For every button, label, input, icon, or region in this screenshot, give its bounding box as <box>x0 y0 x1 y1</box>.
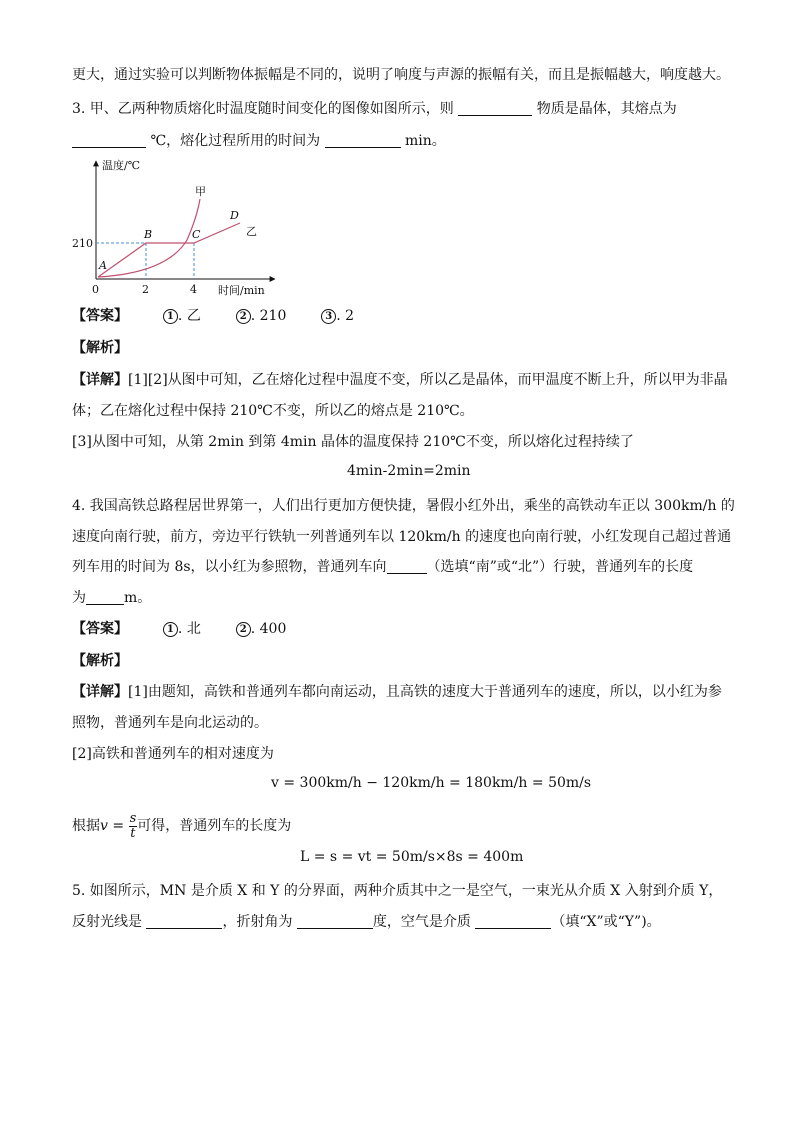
point-label-a: A <box>99 259 107 272</box>
point-label-c: C <box>192 228 201 241</box>
detail-text: 根据 <box>72 818 100 834</box>
x-axis-label: 时间/min <box>218 284 265 297</box>
question-4-line-2: 速度向南行驶，前方，旁边平行铁轨一列普通列车以 120km/h 的速度也向南行驶，小红发现自己超过普通 <box>72 529 732 545</box>
point-label-b: B <box>144 228 153 241</box>
circled-number: 1 <box>163 622 178 637</box>
x-tick-label: 0 <box>92 283 99 296</box>
variable: v <box>100 818 108 834</box>
question-text: 3. 甲、乙两种物质熔化时温度随时间变化的图像如图所示，则 <box>72 101 454 117</box>
x-tick-label: 4 <box>190 283 197 296</box>
formula: L = s = vt = 50m/s×8s = 400m <box>300 849 524 865</box>
question-text: 物质是晶体，其熔点为 <box>536 101 677 117</box>
point-label-d: D <box>230 209 239 222</box>
fraction-denominator: t <box>130 825 136 841</box>
formula: v = 300km/h − 120km/h = 180km/h = 50m/s <box>271 775 592 791</box>
detail-text: 可得，普通列车的长度为 <box>137 818 292 834</box>
question-text: m。 <box>124 590 152 606</box>
answer-blank <box>458 100 532 116</box>
y-axis-label: 温度/℃ <box>102 159 141 172</box>
question-text: ℃，熔化过程所用的时间为 <box>150 133 321 149</box>
question-text: 列车用的时间为 8s，以小红为参照物，普通列车向 <box>72 559 387 575</box>
answer-value: 乙 <box>186 308 201 324</box>
detail-line <box>72 682 722 702</box>
circled-number: 2 <box>236 309 251 324</box>
answer-blank <box>72 132 146 148</box>
question-text: min。 <box>405 133 446 149</box>
circled-number: 2 <box>236 622 251 637</box>
detail-line: [2]高铁和普通列车的相对速度为 <box>72 746 274 762</box>
analysis-tag: 【解析】 <box>72 340 128 356</box>
answer-value: 北 <box>186 621 201 637</box>
question-text: 为 <box>72 590 86 606</box>
curve-label-jia: 甲 <box>195 185 206 198</box>
detail-text: [1][2]从图中可知，乙在熔化过程中温度不变，所以乙是晶体，而甲温度不断上升，所以甲为非晶 <box>128 372 728 388</box>
curve-yi <box>98 223 240 277</box>
curve-label-yi: 乙 <box>246 225 257 238</box>
question-4-line-1: 4. 我国高铁总路程居世界第一，人们出行更加方便快捷，暑假小红外出，乘坐的高铁动车正以 300km/h 的 <box>72 498 735 514</box>
answer-row: 【答案】 1 . 乙 2 . 210 3 . 2 <box>72 308 355 324</box>
y-tick-label: 210 <box>72 237 93 250</box>
answer-blank <box>297 913 373 929</box>
equals-sign: = <box>107 818 129 834</box>
fraction-numerator: s <box>129 810 137 826</box>
detail-line <box>72 808 291 844</box>
answer-tag: 【答案】 <box>72 308 128 324</box>
question-text: （选填“南”或“北”）行驶，普通列车的长度 <box>426 559 694 575</box>
answer-blank <box>387 558 427 574</box>
question-text: ，折射角为 <box>222 914 293 930</box>
answer-value: 210 <box>259 308 287 324</box>
question-text: （填“X”或“Y”)。 <box>551 914 661 930</box>
answer-blank <box>86 589 124 605</box>
answer-blank <box>475 913 551 929</box>
text-line: 更大，通过实验可以判断物体振幅是不同的，说明了响度与声源的振幅有关，而且是振幅越大，响度越大。 <box>72 67 730 83</box>
question-5-line-2 <box>72 912 661 932</box>
detail-line: [3]从图中可知，从第 2min 到第 4min 晶体的温度保持 210℃不变，所以熔化过程持续了 <box>72 434 634 450</box>
formula: 4min-2min=2min <box>347 463 471 479</box>
detail-tag: 【详解】 <box>72 684 128 700</box>
answer-tag: 【答案】 <box>72 621 128 637</box>
answer-row: 【答案】 1 . 北 2 . 400 <box>72 621 287 637</box>
answer-value: 400 <box>259 621 287 637</box>
question-3-line-2 <box>72 131 446 151</box>
fraction <box>129 812 138 841</box>
question-5-line-1: 5. 如图所示，MN 是介质 X 和 Y 的分界面，两种介质其中之一是空气，一束光从介质 X 入射到介质 Y， <box>72 883 723 899</box>
detail-line: 照物，普通列车是向北运动的。 <box>72 715 268 731</box>
circled-number: 3 <box>321 309 336 324</box>
question-text: 度，空气是介质 <box>372 914 471 930</box>
analysis-tag: 【解析】 <box>72 653 128 669</box>
question-3-line-1 <box>72 99 677 119</box>
answer-blank <box>325 132 401 148</box>
detail-text: [1]由题知，高铁和普通列车都向南运动，且高铁的速度大于普通列车的速度，所以，以小红为参 <box>128 684 722 700</box>
question-text: 反射光线是 <box>72 914 142 930</box>
detail-line <box>72 370 728 390</box>
answer-value: 2 <box>345 308 355 324</box>
answer-blank <box>146 913 222 929</box>
detail-line: 体；乙在熔化过程中保持 210℃不变，所以乙的熔点是 210℃。 <box>72 403 474 419</box>
detail-tag: 【详解】 <box>72 372 128 388</box>
circled-number: 1 <box>163 309 178 324</box>
melting-graph <box>72 155 292 300</box>
x-tick-label: 2 <box>142 283 149 296</box>
question-4-line-4 <box>72 588 151 608</box>
question-4-line-3 <box>72 557 693 577</box>
